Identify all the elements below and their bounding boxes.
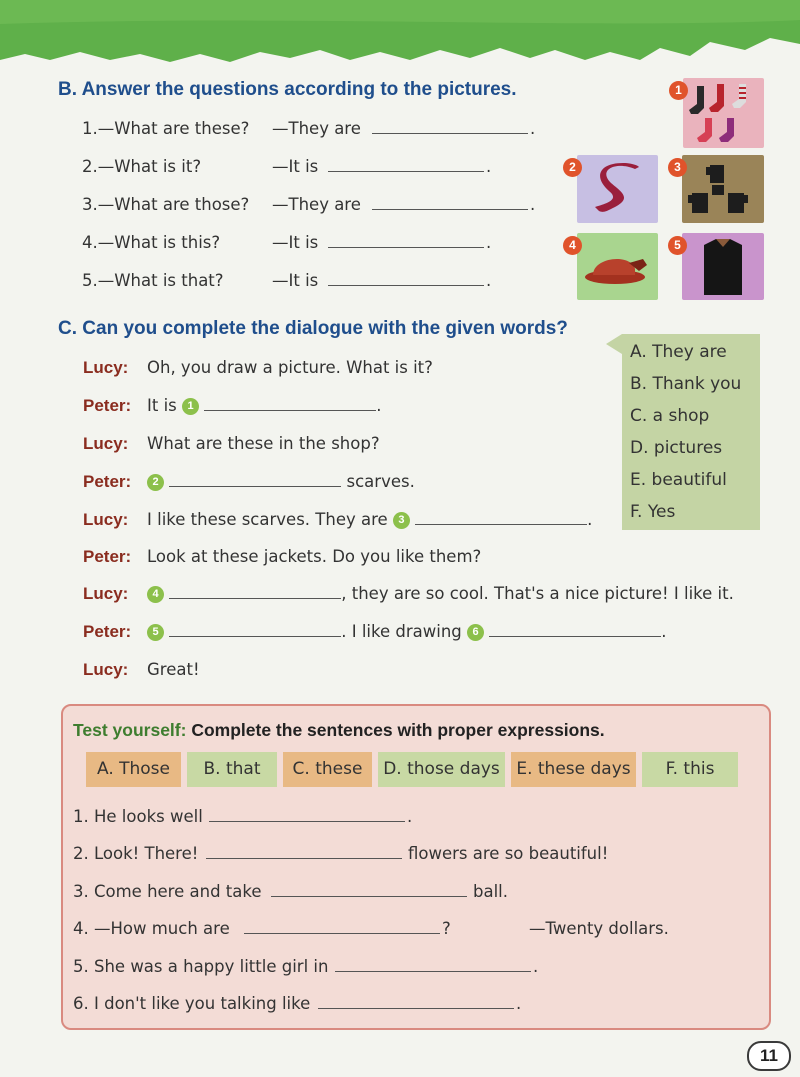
- speaker-label: Lucy:: [83, 584, 129, 603]
- test-sentence-5: [73, 957, 539, 976]
- option-chip: A. Those: [86, 752, 181, 787]
- sentence-text: 6. I don't like you talking like: [73, 994, 311, 1013]
- blank-number-6: 6: [467, 624, 484, 641]
- question-3: [82, 195, 536, 214]
- answer-end: .: [486, 233, 492, 252]
- answer-end: .: [530, 119, 536, 138]
- sentence-answer: —Twenty dollars.: [529, 919, 669, 938]
- sentence-blank[interactable]: [244, 919, 440, 934]
- test-sentence-1: [73, 807, 413, 826]
- sentence-text: ball.: [473, 882, 508, 901]
- page-number: 11: [747, 1041, 791, 1071]
- answer-prefix: —It is: [272, 157, 319, 176]
- picture-number-2: 2: [563, 158, 582, 177]
- question-2: [82, 157, 492, 176]
- dialogue-text: Great!: [147, 660, 200, 679]
- sentence-text: 3. Come here and take: [73, 882, 262, 901]
- blank-number-4: 4: [147, 586, 164, 603]
- dialogue-line-8: [147, 622, 667, 641]
- test-label: Test yourself:: [73, 720, 187, 740]
- dialogue-text: Look at these jackets. Do you like them?: [147, 547, 482, 566]
- option-chip: C. these: [283, 752, 372, 787]
- dialogue-text: What are these in the shop?: [147, 434, 380, 453]
- dialogue-blank-1[interactable]: [204, 396, 376, 411]
- sentence-blank[interactable]: [209, 807, 405, 822]
- dialogue-text: , they are so cool. That's a nice picture! I like it.: [341, 584, 734, 603]
- picture-number-5: 5: [668, 236, 687, 255]
- speaker-label: Lucy:: [83, 434, 129, 453]
- word-option: F. Yes: [630, 502, 676, 522]
- question-text: 3.—What are those?: [82, 195, 250, 214]
- answer-end: .: [486, 271, 492, 290]
- dialogue-blank-2[interactable]: [169, 472, 341, 487]
- question-text: 5.—What is that?: [82, 271, 224, 290]
- answer-blank[interactable]: [328, 233, 484, 248]
- header-band: [0, 0, 800, 80]
- dialogue-text: Oh, you draw a picture. What is it?: [147, 358, 433, 377]
- sentence-text: 5. She was a happy little girl in: [73, 957, 329, 976]
- dialogue-line-7: [147, 584, 734, 603]
- dialogue-text: .: [661, 622, 667, 641]
- dialogue-line-5: [147, 510, 592, 529]
- word-option: A. They are: [630, 342, 727, 362]
- picture-number-1: 1: [669, 81, 688, 100]
- test-heading: [73, 720, 605, 741]
- dialogue-line-2: [147, 396, 382, 415]
- answer-end: .: [530, 195, 536, 214]
- picture-number-4: 4: [563, 236, 582, 255]
- dialogue-text: It is: [147, 396, 177, 415]
- dialogue-blank-3[interactable]: [415, 510, 587, 525]
- section-b-title: B. Answer the questions according to the pictures.: [58, 79, 517, 100]
- word-option: B. Thank you: [630, 374, 742, 394]
- jacket-icon: [682, 233, 764, 300]
- test-sentence-2: [73, 844, 609, 863]
- answer-blank[interactable]: [372, 195, 528, 210]
- sentence-blank[interactable]: [206, 844, 402, 859]
- test-sentence-3: [73, 882, 508, 901]
- dialogue-text: .: [587, 510, 593, 529]
- sentence-text: ?: [442, 919, 451, 938]
- speaker-label: Lucy:: [83, 358, 129, 377]
- test-instruction: Complete the sentences with proper expressions.: [191, 720, 605, 740]
- answer-blank[interactable]: [328, 157, 484, 172]
- blank-number-3: 3: [393, 512, 410, 529]
- answer-end: .: [486, 157, 492, 176]
- dialogue-line-4: [147, 472, 415, 491]
- question-text: 4.—What is this?: [82, 233, 221, 252]
- speaker-label: Peter:: [83, 622, 132, 641]
- question-4: [82, 233, 492, 252]
- picture-number-3: 3: [668, 158, 687, 177]
- scarf-icon: [577, 155, 658, 223]
- sentence-text: .: [516, 994, 522, 1013]
- option-chip: B. that: [187, 752, 277, 787]
- speaker-label: Lucy:: [83, 510, 129, 529]
- gloves-picture: [682, 155, 764, 223]
- sentence-text: flowers are so beautiful!: [408, 844, 609, 863]
- dialogue-blank-6[interactable]: [489, 622, 661, 637]
- dialogue-text: . I like drawing: [341, 622, 462, 641]
- sentence-text: 1. He looks well: [73, 807, 203, 826]
- sentence-text: .: [533, 957, 539, 976]
- answer-prefix: —They are: [272, 119, 361, 138]
- section-c-title: C. Can you complete the dialogue with the given words?: [58, 318, 568, 339]
- speaker-label: Lucy:: [83, 660, 129, 679]
- answer-blank[interactable]: [328, 271, 484, 286]
- option-chip: E. these days: [511, 752, 636, 787]
- blank-number-5: 5: [147, 624, 164, 641]
- dialogue-blank-5[interactable]: [169, 622, 341, 637]
- sentence-blank[interactable]: [318, 994, 514, 1009]
- word-option: E. beautiful: [630, 470, 727, 490]
- word-box-pointer: [606, 334, 622, 354]
- option-chip: F. this: [642, 752, 738, 787]
- question-1: [82, 119, 536, 138]
- word-box: [622, 334, 760, 530]
- test-sentence-6: [73, 994, 522, 1013]
- sentence-text: 2. Look! There!: [73, 844, 199, 863]
- question-5: [82, 271, 492, 290]
- dialogue-blank-4[interactable]: [169, 584, 341, 599]
- hat-picture: [577, 233, 658, 300]
- word-option: C. a shop: [630, 406, 710, 426]
- word-option: D. pictures: [630, 438, 723, 458]
- dialogue-text: .: [376, 396, 382, 415]
- sentence-blank[interactable]: [271, 882, 467, 897]
- sentence-text: 4. —How much are: [73, 919, 230, 938]
- sentence-blank[interactable]: [335, 957, 531, 972]
- question-text: 2.—What is it?: [82, 157, 202, 176]
- gloves-icon: [682, 155, 764, 223]
- test-sentence-4: [73, 919, 669, 938]
- speaker-label: Peter:: [83, 547, 132, 566]
- answer-blank[interactable]: [372, 119, 528, 134]
- blank-number-1: 1: [182, 398, 199, 415]
- answer-prefix: —It is: [272, 233, 319, 252]
- dialogue-text: I like these scarves. They are: [147, 510, 388, 529]
- speaker-label: Peter:: [83, 396, 132, 415]
- sentence-text: .: [407, 807, 413, 826]
- answer-prefix: —They are: [272, 195, 361, 214]
- answer-prefix: —It is: [272, 271, 319, 290]
- hat-icon: [577, 233, 658, 300]
- dialogue-text: scarves.: [346, 472, 415, 491]
- jacket-picture: [682, 233, 764, 300]
- option-chip: D. those days: [378, 752, 505, 787]
- speaker-label: Peter:: [83, 472, 132, 491]
- scarf-picture: [577, 155, 658, 223]
- blank-number-2: 2: [147, 474, 164, 491]
- socks-icon: [683, 78, 764, 148]
- question-text: 1.—What are these?: [82, 119, 250, 138]
- socks-picture: [683, 78, 764, 148]
